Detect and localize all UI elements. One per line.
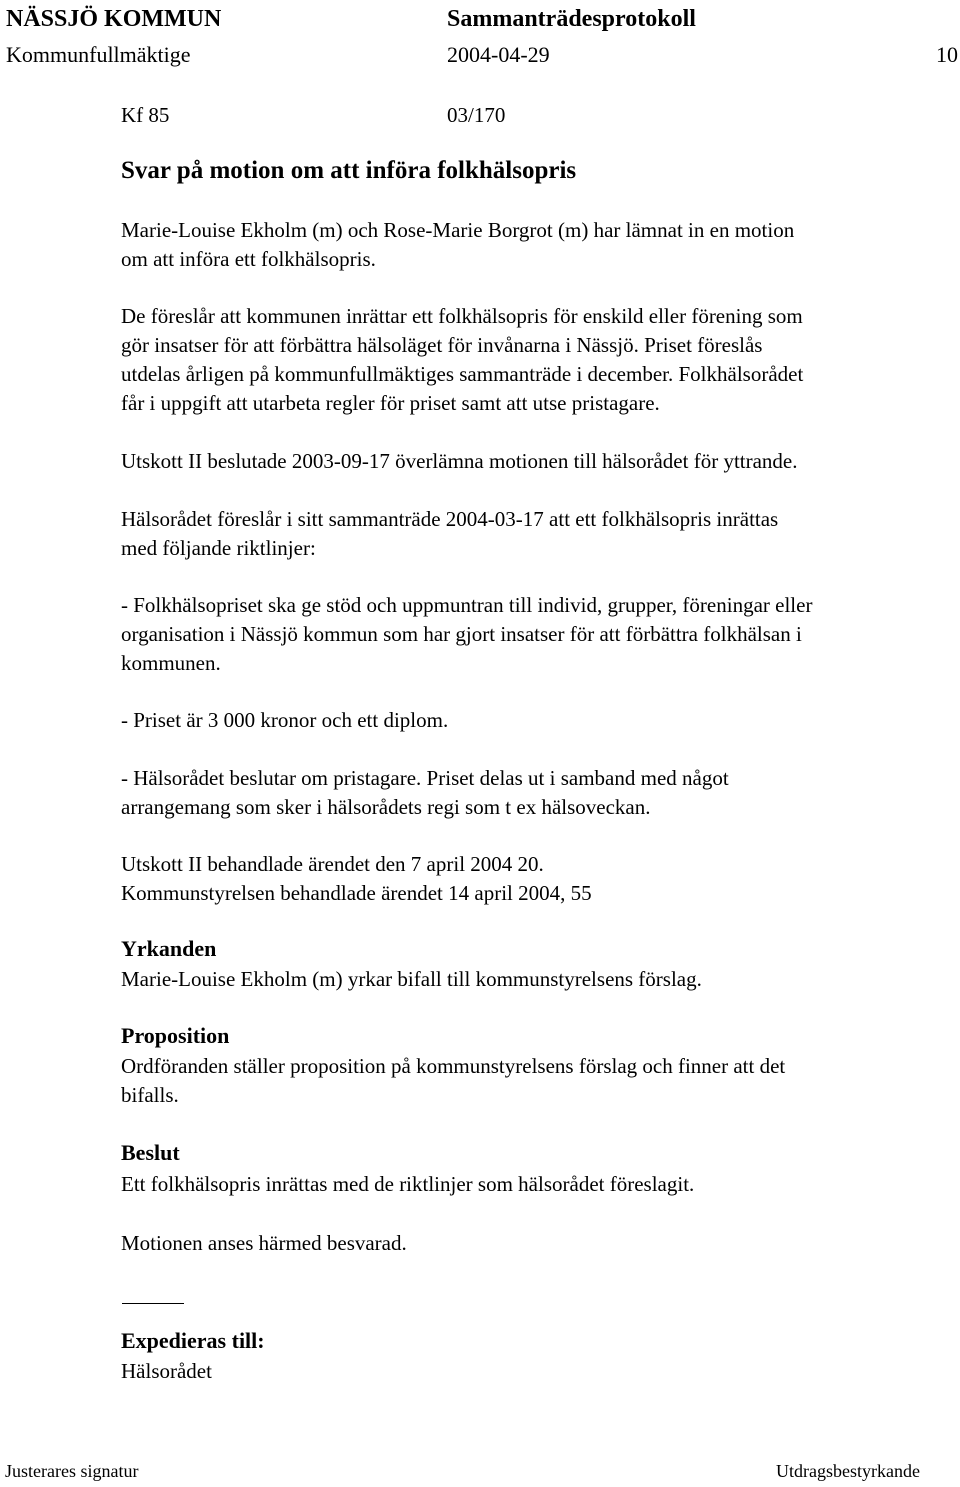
section-heading-expedieras: Expedieras till: [121,1328,265,1353]
footer-signature-label: Justerares signatur [5,1461,139,1481]
page-number: 10 [936,42,958,67]
text-line: - Folkhälsopriset ska ge stöd och uppmuntran till individ, grupper, föreningar eller [121,593,813,617]
text-line: om att införa ett folkhälsopris. [121,247,376,271]
footer-certification-label: Utdragsbestyrkande [776,1461,920,1481]
text-line: bifalls. [121,1083,179,1107]
guideline-1 [121,591,812,678]
text-line: organisation i Nässjö kommun som har gjort insatser för att förbättra folkhälsan i [121,622,802,646]
section-heading-yrkanden: Yrkanden [121,936,217,961]
page-title: Svar på motion om att införa folkhälsopris [121,157,577,184]
text-line: - Hälsorådet beslutar om pristagare. Priset delas ut i samband med något [121,766,729,790]
section-heading-proposition: Proposition [121,1023,230,1048]
yrkanden-text: Marie-Louise Ekholm (m) yrkar bifall till kommunstyrelsens förslag. [121,967,702,991]
expedieras-recipient: Hälsorådet [121,1359,212,1383]
text-line: får i uppgift att utarbeta regler för priset samt att utse pristagare. [121,391,660,415]
text-line: Kommunstyrelsen behandlade ärendet 14 april 2004, 55 [121,881,592,905]
text-line: kommunen. [121,651,221,675]
guideline-3 [121,764,729,822]
paragraph-health-council [121,505,778,563]
proposition-text [121,1052,785,1110]
beslut-text: Ett folkhälsopris inrättas med de riktlinjer som hälsorådet föreslagit. [121,1172,695,1196]
section-heading-beslut: Beslut [121,1140,180,1165]
text-line: Marie-Louise Ekholm (m) och Rose-Marie Borgrot (m) har lämnat in en motion [121,218,795,242]
separator-line [122,1303,184,1304]
beslut-text-2: Motionen anses härmed besvarad. [121,1231,407,1255]
paragraph-handling [121,850,592,908]
municipality-name: NÄSSJÖ KOMMUN [6,6,222,32]
meeting-date: 2004-04-29 [447,42,550,67]
assembly-name: Kommunfullmäktige [6,42,191,67]
text-line: - Priset är 3 000 kronor och ett diplom. [121,708,449,732]
text-line: Utskott II beslutade 2003-09-17 överlämna motionen till hälsorådet för yttrande. [121,449,798,473]
paragraph-number: Kf 85 [121,103,170,127]
document-type: Sammanträdesprotokoll [447,6,696,32]
paragraph-motion [121,216,794,274]
text-line: Utskott II behandlade ärendet den 7 april 2004 20. [121,852,544,876]
text-line: utdelas årligen på kommunfullmäktiges sammanträde i december. Folkhälsorådet [121,362,804,386]
paragraph-committee-decision [121,447,798,476]
text-line: Ordföranden ställer proposition på kommunstyrelsens förslag och finner att det [121,1054,786,1078]
guideline-2 [121,706,448,735]
text-line: med följande riktlinjer: [121,536,316,560]
text-line: arrangemang som sker i hälsorådets regi som t ex hälsoveckan. [121,795,651,819]
paragraph-proposal [121,302,803,418]
text-line: Hälsorådet föreslår i sitt sammanträde 2004-03-17 att ett folkhälsopris inrättas [121,507,779,531]
text-line: gör insatser för att förbättra hälsoläget för invånarna i Nässjö. Priset föreslås [121,333,763,357]
diary-number: 03/170 [447,103,506,127]
text-line: De föreslår att kommunen inrättar ett folkhälsopris för enskild eller förening som [121,304,803,328]
